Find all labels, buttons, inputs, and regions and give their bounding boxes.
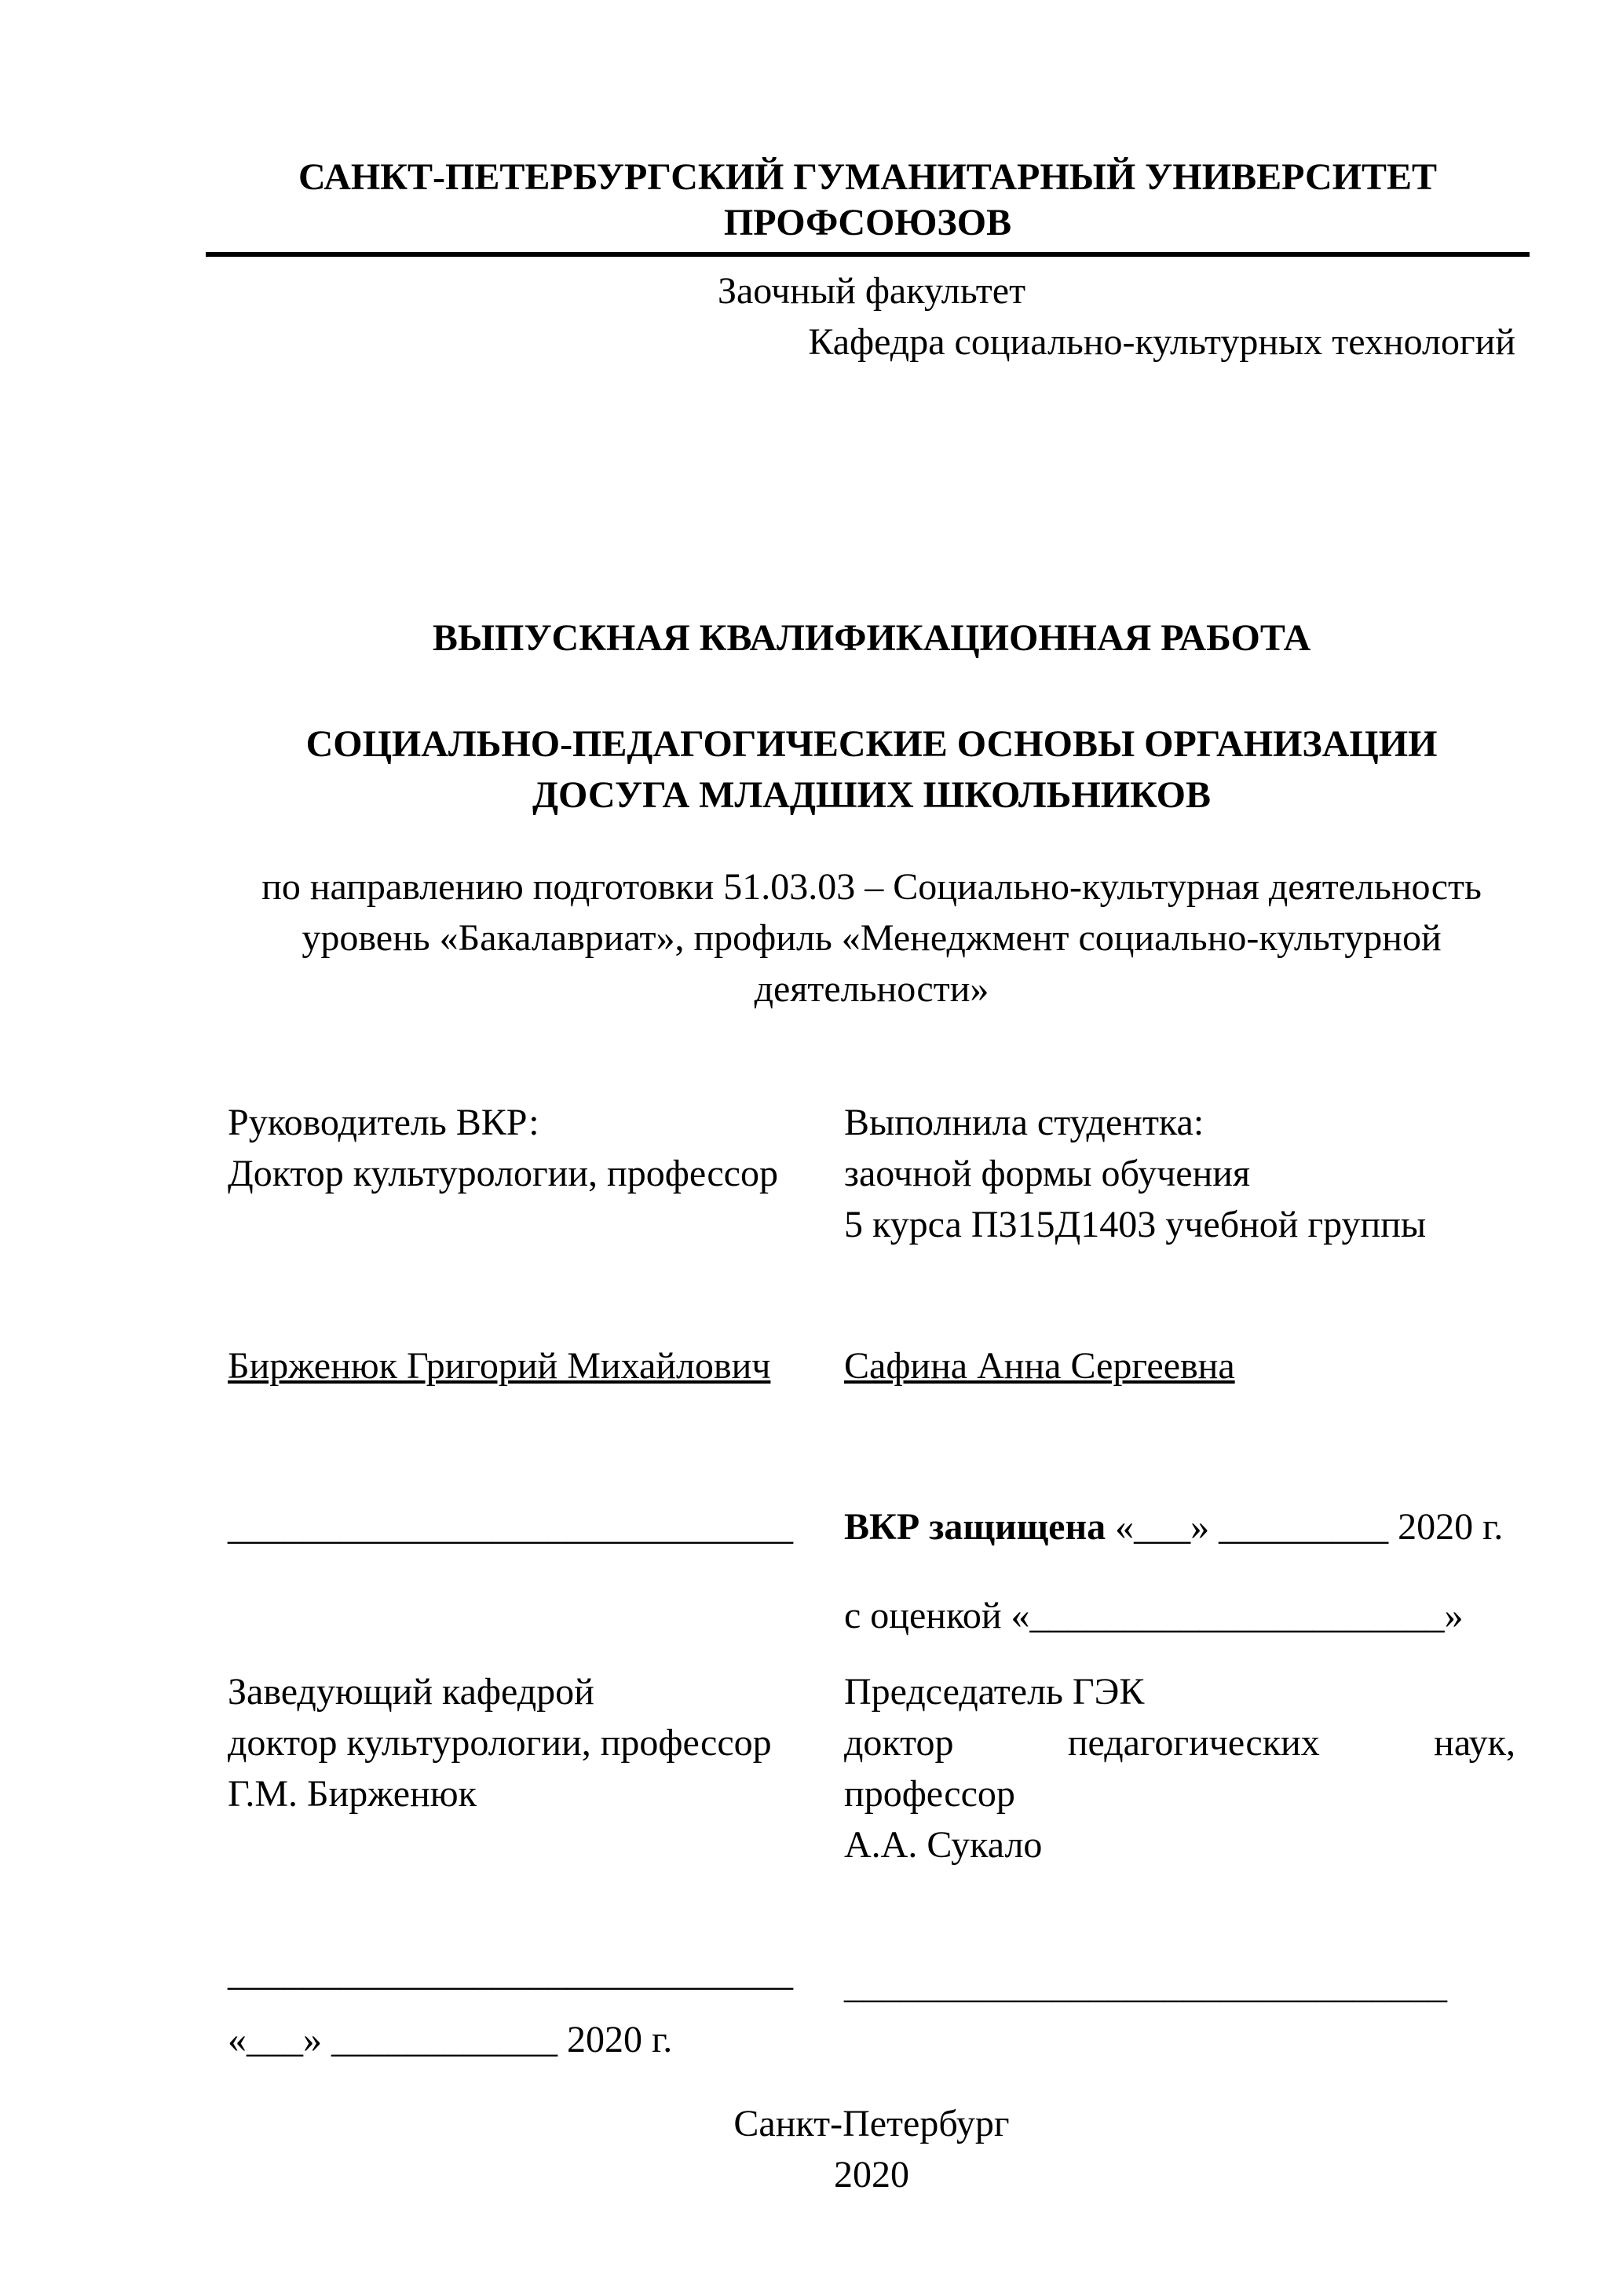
program-line3: деятельности» (754, 968, 989, 1010)
university-name: САНКТ-ПЕТЕРБУРГСКИЙ ГУМАНИТАРНЫЙ УНИВЕРСИТЕТ ПРОФСОЮЗОВ (206, 155, 1530, 257)
defense-date-cell (844, 1501, 1515, 1552)
chair-degree-line2: профессор (844, 1773, 1015, 1815)
grade-line: с оценкой «______________________» (844, 1595, 1464, 1636)
faculty-name: Заочный факультет (717, 270, 1026, 312)
grade-spacer (228, 1590, 844, 1641)
committee-chair-block (844, 1666, 1515, 1870)
chair-signature-cell (844, 1947, 1515, 2006)
work-title-line1: СОЦИАЛЬНО-ПЕДАГОГИЧЕСКИЕ ОСНОВЫ ОРГАНИЗАЦИИ (305, 723, 1438, 765)
work-title-line2: ДОСУГА МЛАДШИХ ШКОЛЬНИКОВ (532, 774, 1212, 816)
head-name: Г.М. Бирженюк (228, 1773, 477, 1815)
supervisor-degree: Доктор культурологии, профессор (228, 1153, 778, 1194)
footer-city: Санкт-Петербург (733, 2103, 1010, 2144)
student-block (844, 1097, 1515, 1250)
signature-row-1 (228, 1501, 1515, 1552)
names-row (228, 1340, 1515, 1391)
chair-title: Председатель ГЭК (844, 1671, 1145, 1713)
program-line2: уровень «Бакалавриат», профиль «Менеджмент социально-культурной (302, 917, 1442, 959)
page-content (228, 155, 1515, 2200)
supervisor-signature-line: ______________________________ (228, 1506, 793, 1548)
head-degree: доктор культурологии, профессор (228, 1722, 772, 1764)
student-name-cell (844, 1340, 1515, 1391)
supervisor-label: Руководитель ВКР: (228, 1102, 539, 1143)
student-study-form: заочной формы обучения (844, 1153, 1251, 1194)
work-type-heading: ВЫПУСКНАЯ КВАЛИФИКАЦИОННАЯ РАБОТА (432, 617, 1311, 659)
footer-year: 2020 (834, 2154, 909, 2195)
student-group: 5 курса П315Д1403 учебной группы (844, 1204, 1427, 1245)
roles-row (228, 1097, 1515, 1250)
student-label: Выполнила студентка: (844, 1102, 1204, 1143)
student-name: Сафина Анна Сергеевна (844, 1345, 1235, 1387)
defended-label: ВКР защищена (844, 1506, 1106, 1548)
supervisor-block (228, 1097, 844, 1250)
supervisor-name-cell (228, 1340, 844, 1391)
chair-degree-line1: доктор педагогических наук, (844, 1722, 1515, 1764)
signature-row-2 (228, 1947, 1515, 2006)
chair-name: А.А. Сукало (844, 1824, 1043, 1866)
work-title (228, 718, 1515, 821)
head-signature-line: ______________________________ (228, 1952, 793, 1994)
officials-row (228, 1666, 1515, 1870)
date-row (228, 2014, 1515, 2065)
program-line1: по направлению подготовки 51.03.03 – Социально-культурная деятельность (261, 866, 1482, 908)
department-name: Кафедра социально-культурных технологий (808, 321, 1515, 363)
head-signature-cell (228, 1947, 844, 1998)
grade-row (228, 1590, 1515, 1641)
head-date-cell (228, 2014, 844, 2065)
head-title: Заведующий кафедрой (228, 1671, 594, 1713)
footer (228, 2098, 1515, 2200)
supervisor-signature-cell (228, 1501, 844, 1552)
date-spacer (844, 2014, 1515, 2065)
chair-signature-line: ________________________________ (844, 1965, 1447, 2006)
supervisor-name: Бирженюк Григорий Михайлович (228, 1345, 771, 1387)
program-info (228, 861, 1515, 1015)
head-date-line: «___» ____________ 2020 г. (228, 2019, 673, 2060)
head-of-department-block (228, 1666, 844, 1870)
defended-date-blank: «___» _________ 2020 г. (1106, 1506, 1504, 1548)
